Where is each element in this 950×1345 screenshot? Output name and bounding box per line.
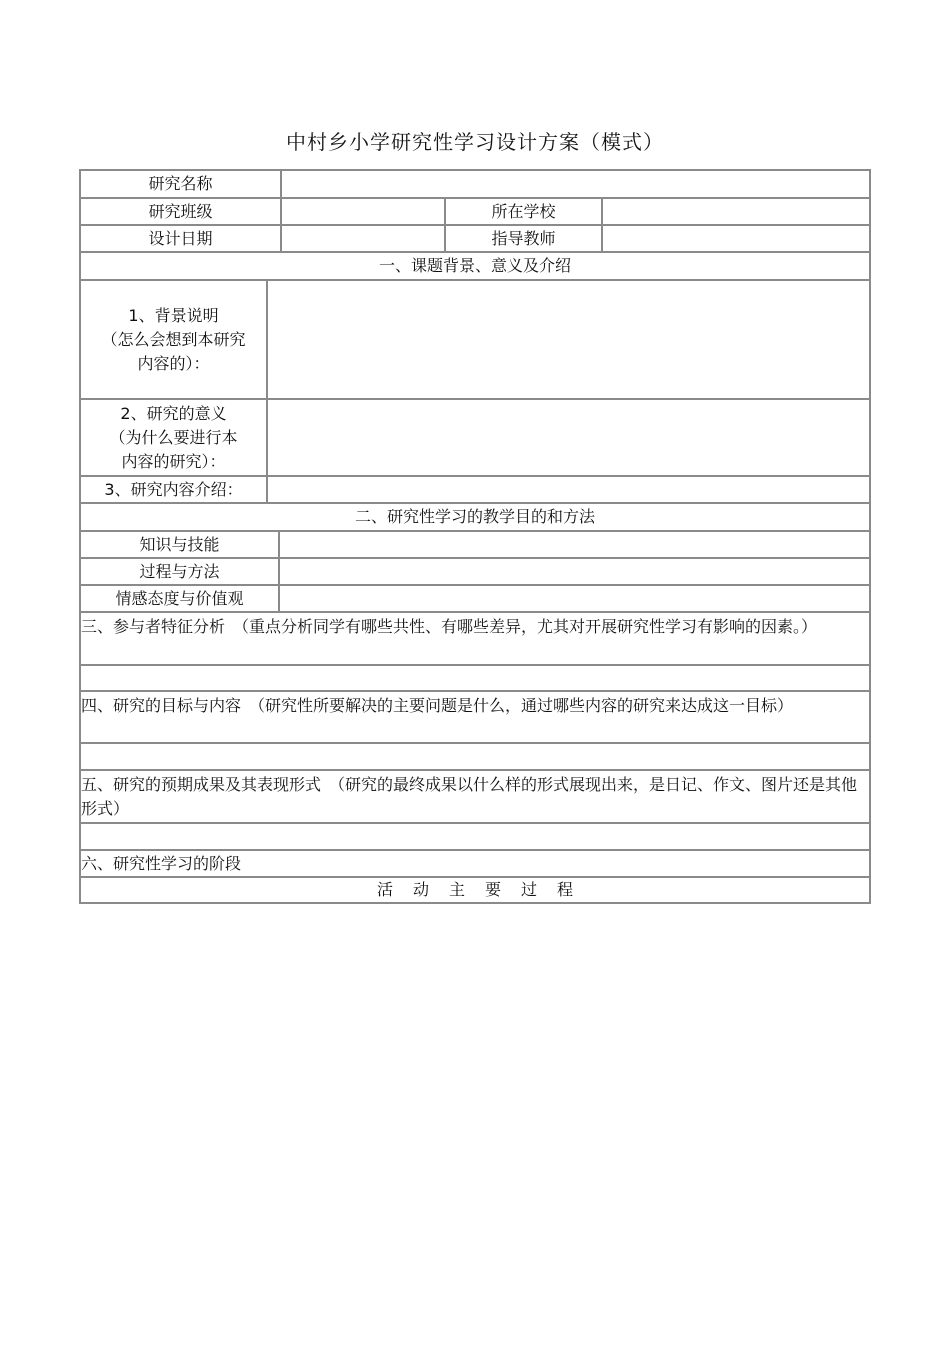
content-intro-label: 3、研究内容介绍：	[104, 480, 243, 499]
knowledge-skills-label: 知识与技能	[139, 535, 220, 554]
section-6-heading: 六、研究性学习的阶段	[81, 854, 242, 873]
section-3-heading: 三、参与者特征分析 （重点分析同学有哪些共性、有哪些差异，尤其对开展研究性学习有影响的因素。）	[81, 617, 818, 636]
school-label: 所在学校	[491, 202, 556, 221]
attitude-values-label: 情感态度与价值观	[115, 589, 244, 608]
teacher-label: 指导教师	[491, 229, 556, 248]
background-label-cell	[81, 281, 266, 398]
activity-process-header: 活动主要过程	[376, 880, 593, 899]
section-4-heading: 四、研究的目标与内容 （研究性所要解决的主要问题是什么，通过哪些内容的研究来达成这一目标）	[81, 696, 794, 715]
process-method-label: 过程与方法	[139, 562, 220, 581]
goals-content-field[interactable]	[81, 744, 869, 769]
research-class-field[interactable]	[282, 199, 444, 224]
design-date-field[interactable]	[282, 226, 444, 251]
research-name-field[interactable]	[282, 171, 869, 197]
research-name-label: 研究名称	[148, 174, 213, 193]
document-title: 中村乡小学研究性学习设计方案（模式）	[286, 130, 664, 154]
section-1-heading: 一、课题背景、意义及介绍	[378, 256, 571, 275]
expected-outcomes-field[interactable]	[81, 824, 869, 849]
process-method-field[interactable]	[280, 559, 869, 584]
design-form-table	[79, 169, 871, 904]
school-field[interactable]	[603, 199, 869, 224]
background-field[interactable]	[268, 281, 869, 398]
section-2-heading: 二、研究性学习的教学目的和方法	[354, 507, 595, 526]
significance-label: 2、研究的意义 （为什么要进行本 内容的研究）：	[109, 403, 238, 471]
attitude-values-field[interactable]	[280, 586, 869, 611]
knowledge-skills-field[interactable]	[280, 532, 869, 557]
content-intro-field[interactable]	[268, 477, 869, 502]
design-date-label: 设计日期	[148, 229, 213, 248]
significance-field[interactable]	[268, 400, 869, 475]
section-5-heading: 五、研究的预期成果及其表现形式 （研究的最终成果以什么样的形式展现出来，是日记、作文、图片还是其他形式）	[81, 775, 858, 818]
background-label: 1、背景说明 （怎么会想到本研究 内容的）：	[101, 305, 246, 373]
teacher-field[interactable]	[603, 226, 869, 251]
participant-analysis-field[interactable]	[81, 666, 869, 690]
significance-label-cell	[81, 400, 266, 475]
research-class-label: 研究班级	[148, 202, 213, 221]
